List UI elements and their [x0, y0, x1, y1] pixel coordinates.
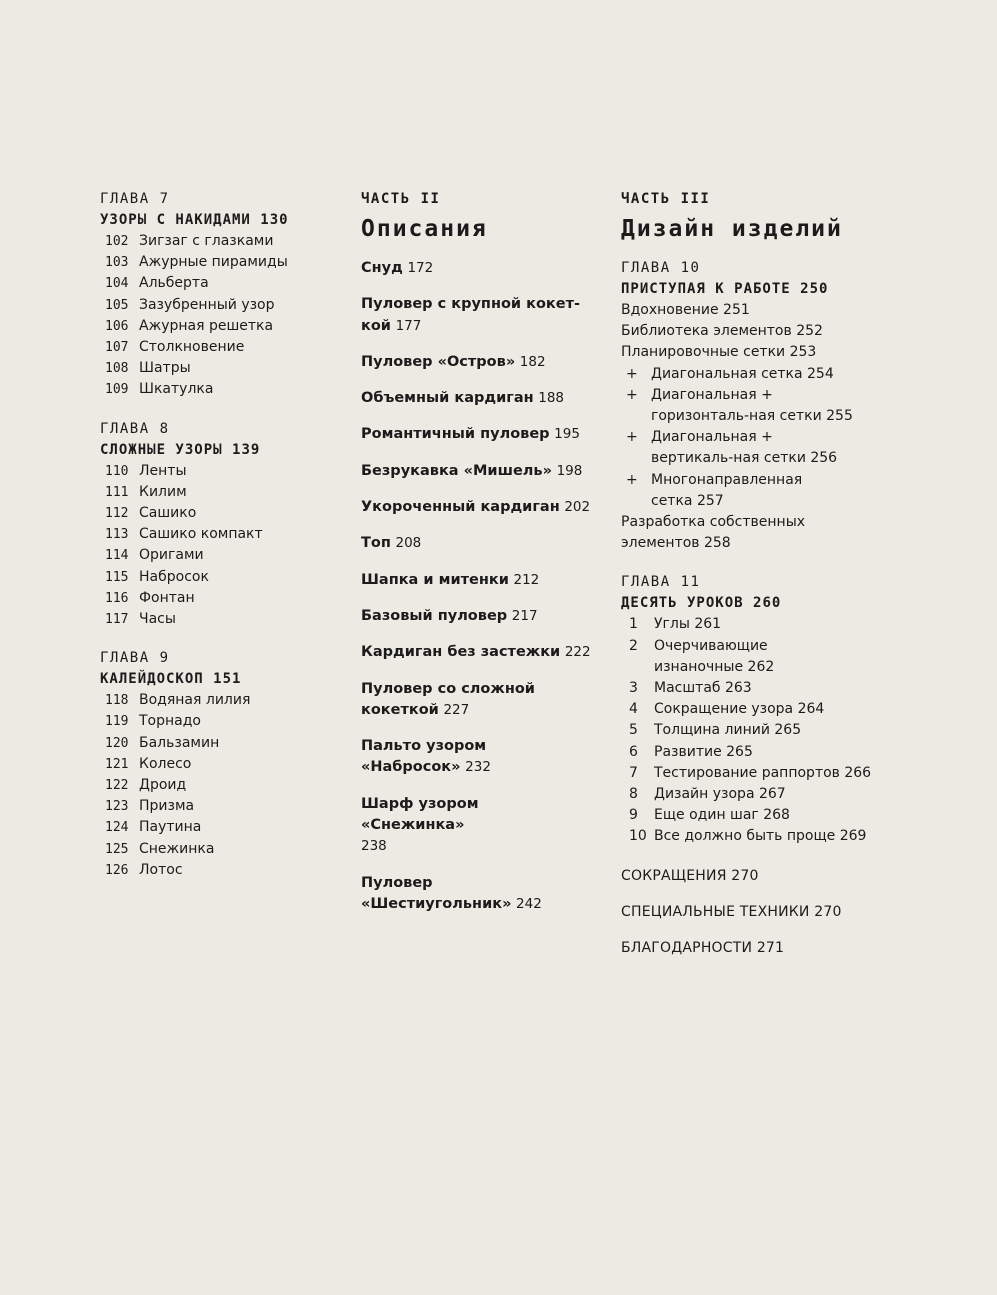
pattern-name: Зазубренный узор: [139, 296, 275, 313]
pattern-number: 121: [105, 756, 129, 772]
chapter-page: 151: [213, 671, 242, 688]
chapter-title: [100, 669, 340, 690]
project-entry: [361, 736, 501, 779]
pattern-name: Ленты: [139, 462, 187, 479]
pattern-row: [100, 733, 340, 754]
chapter-page: 250: [800, 281, 829, 297]
section-text: Многонаправленная сетка 257: [651, 471, 803, 509]
project-page: 177: [395, 317, 422, 334]
pattern-row: [100, 503, 340, 524]
project-title: Снуд: [361, 260, 403, 276]
pattern-number: 102: [105, 234, 129, 249]
project-title: Пуловер со сложной кокеткой: [361, 680, 535, 718]
project-page: 227: [443, 701, 470, 718]
pattern-row: [100, 337, 340, 358]
section-text: Диагональная + вертикаль-ная сетки 256: [651, 429, 838, 467]
project-entry: [361, 497, 601, 518]
pattern-name: Торнадо: [139, 713, 201, 730]
section-text: Диагональная сетка 254: [651, 365, 834, 382]
toc-column-chapters-7-9: [100, 189, 340, 899]
pattern-number: 125: [105, 841, 129, 857]
chapter-label: ГЛАВА 7: [100, 191, 170, 207]
lesson-text: Еще один шаг 268: [654, 807, 790, 824]
pattern-number: 113: [105, 527, 129, 543]
lesson-row: [621, 784, 881, 805]
project-page: 238: [361, 838, 387, 855]
pattern-row: [100, 461, 340, 482]
pattern-number: 122: [105, 778, 129, 794]
project-title: Безрукавка «Мишель»: [361, 462, 552, 479]
appendix-list: [621, 866, 881, 959]
chapter-label: ГЛАВА 10: [621, 260, 701, 276]
lesson-number: 4: [629, 701, 638, 718]
pattern-row: [100, 273, 340, 294]
project-entry: [361, 873, 551, 916]
lesson-row: [621, 720, 881, 741]
appendix-entry: СПЕЦИАЛЬНЫЕ ТЕХНИКИ 270: [621, 903, 842, 920]
pattern-number: 124: [105, 820, 129, 836]
chapter-7-group: [100, 189, 340, 401]
project-title: Объемный кардиган: [361, 390, 534, 407]
pattern-number: 120: [105, 735, 129, 751]
project-title: Романтичный пуловер: [361, 426, 550, 443]
pattern-name: Водяная лилия: [139, 692, 251, 709]
lesson-number: 6: [629, 743, 638, 760]
pattern-row: [100, 860, 340, 881]
project-page: 198: [556, 462, 583, 479]
pattern-number: 118: [105, 693, 129, 709]
pattern-number: 108: [105, 361, 129, 377]
chapter-title-text: КАЛЕЙДОСКОП: [100, 671, 204, 688]
pattern-name: Шатры: [139, 360, 191, 377]
pattern-row: [100, 231, 340, 252]
lesson-text: Углы 261: [654, 616, 722, 633]
project-title: Шарф узором «Снежинка»: [361, 795, 479, 834]
part-label: ЧАСТЬ III: [621, 191, 711, 207]
section-text: Диагональная + горизонталь-ная сетки 255: [651, 386, 853, 425]
project-page: 212: [513, 571, 540, 588]
appendix-entry: БЛАГОДАРНОСТИ 271: [621, 939, 785, 956]
project-entry: [361, 424, 601, 445]
pattern-number: 103: [105, 255, 129, 271]
pattern-row: [100, 754, 340, 775]
lesson-row: [621, 826, 881, 847]
project-entry: [361, 388, 601, 409]
pattern-name: Ажурные пирамиды: [139, 254, 288, 271]
section-row: [621, 470, 881, 512]
pattern-row: [100, 588, 340, 609]
section-row: [621, 300, 881, 321]
pattern-name: Лотос: [139, 861, 183, 878]
chapter-title: [621, 593, 881, 614]
lesson-row: [621, 636, 881, 678]
pattern-number: 119: [105, 714, 129, 730]
lesson-text: Тестирование раппортов 266: [654, 764, 872, 781]
lesson-row: [621, 699, 881, 720]
pattern-name: Колесо: [139, 755, 192, 772]
toc-column-part-3: [621, 189, 881, 974]
chapter-page: 139: [232, 441, 261, 458]
chapter-11-group: [621, 572, 881, 847]
pattern-number: 117: [105, 612, 129, 628]
pattern-row: [100, 316, 340, 337]
plus-marker: +: [626, 365, 638, 382]
project-page: 182: [519, 353, 546, 370]
pattern-row: [100, 545, 340, 566]
pattern-name: Зигзаг с глазками: [139, 233, 274, 249]
section-text: Разработка собственных элементов 258: [621, 514, 806, 552]
part-title: Описания: [361, 216, 488, 242]
lesson-row: [621, 805, 881, 826]
chapter-title-text: СЛОЖНЫЕ УЗОРЫ: [100, 441, 223, 458]
lesson-text: Очерчивающие изнаночные 262: [654, 637, 775, 675]
project-page: 222: [564, 644, 591, 661]
lesson-row: [621, 678, 881, 699]
pattern-name: Часы: [139, 611, 176, 628]
project-entry: [361, 679, 551, 722]
project-title: Базовый пуловер: [361, 607, 508, 624]
project-title: Пуловер с крупной кокет-кой: [361, 296, 581, 334]
lesson-number: 8: [629, 786, 638, 803]
lesson-number: 9: [629, 807, 638, 824]
project-title: Пальто узором «Набросок»: [361, 738, 487, 776]
pattern-number: 110: [105, 463, 129, 479]
pattern-name: Бальзамин: [139, 734, 220, 751]
project-entry: [361, 352, 601, 373]
pattern-number: 106: [105, 318, 129, 334]
pattern-row: [100, 524, 340, 545]
chapter-title: [100, 440, 340, 461]
section-row: [621, 321, 881, 342]
lesson-number: 7: [629, 764, 638, 781]
project-title: Кардиган без застежки: [361, 644, 561, 661]
pattern-name: Фонтан: [139, 589, 195, 606]
section-text: Библиотека элементов 252: [621, 323, 823, 340]
project-entry: [361, 533, 601, 554]
section-row: [621, 342, 881, 363]
pattern-name: Паутина: [139, 819, 202, 836]
pattern-row: [100, 839, 340, 860]
project-page: 242: [516, 895, 542, 912]
section-row: [621, 512, 881, 554]
plus-marker: +: [626, 471, 638, 488]
project-page: 202: [564, 499, 591, 516]
project-page: 195: [554, 426, 580, 443]
lesson-number: 5: [629, 722, 638, 739]
toc-column-part-2: [361, 189, 601, 930]
section-row: [621, 427, 881, 469]
project-entry: [361, 258, 601, 279]
part-title: Дизайн изделий: [621, 216, 843, 242]
plus-marker: +: [626, 386, 638, 403]
pattern-number: 105: [105, 297, 129, 313]
chapter-page: 130: [260, 212, 289, 228]
lesson-row: [621, 614, 881, 635]
chapter-9-group: [100, 648, 340, 881]
chapter-10-group: [621, 258, 881, 554]
lesson-row: [621, 763, 881, 784]
pattern-number: 112: [105, 506, 129, 522]
project-entry: [361, 570, 601, 591]
pattern-name: Сашико компакт: [139, 526, 263, 543]
part-label: ЧАСТЬ II: [361, 191, 441, 207]
chapter-page: 260: [753, 595, 782, 612]
section-text: Вдохновение 251: [621, 302, 750, 318]
lesson-number: 2: [629, 637, 638, 654]
pattern-number: 116: [105, 590, 129, 606]
project-entry: [361, 461, 601, 482]
pattern-name: Сашико: [139, 505, 197, 522]
section-row: [621, 364, 881, 385]
lesson-number: 10: [629, 828, 647, 845]
pattern-name: Шкатулка: [139, 381, 214, 398]
pattern-name: Столкновение: [139, 339, 245, 356]
pattern-number: 114: [105, 548, 129, 564]
project-entry: [361, 606, 601, 627]
project-title: Укороченный кардиган: [361, 499, 560, 516]
pattern-name: Альберта: [139, 275, 209, 292]
chapter-label: ГЛАВА 11: [621, 574, 701, 591]
lesson-text: Сокращение узора 264: [654, 701, 825, 718]
pattern-number: 126: [105, 862, 129, 878]
pattern-row: [100, 567, 340, 588]
project-page: 217: [511, 607, 538, 624]
lesson-text: Толщина линий 265: [654, 722, 802, 739]
lesson-text: Все должно быть проще 269: [654, 828, 867, 845]
chapter-label: ГЛАВА 8: [100, 420, 170, 437]
pattern-name: Набросок: [139, 568, 209, 585]
pattern-name: Килим: [139, 483, 187, 500]
lesson-row: [621, 742, 881, 763]
pattern-row: [100, 252, 340, 273]
project-title: Пуловер «Шестиугольник»: [361, 874, 512, 912]
project-title: Пуловер «Остров»: [361, 353, 516, 370]
project-page: 188: [538, 390, 565, 407]
lesson-text: Дизайн узора 267: [654, 786, 786, 803]
pattern-row: [100, 690, 340, 711]
pattern-row: [100, 295, 340, 316]
section-row: [621, 385, 881, 427]
pattern-number: 104: [105, 276, 129, 292]
chapter-title-text: УЗОРЫ С НАКИДАМИ: [100, 212, 251, 228]
pattern-row: [100, 817, 340, 838]
chapter-title-text: ДЕСЯТЬ УРОКОВ: [621, 595, 744, 612]
pattern-row: [100, 358, 340, 379]
project-entry: [361, 642, 601, 663]
pattern-name: Призма: [139, 798, 195, 815]
pattern-row: [100, 482, 340, 503]
pattern-row: [100, 711, 340, 732]
pattern-number: 111: [105, 484, 129, 500]
pattern-number: 115: [105, 569, 129, 585]
project-entry: [361, 794, 481, 858]
project-title: Шапка и митенки: [361, 571, 509, 588]
chapter-title: [100, 210, 340, 231]
chapter-8-group: [100, 419, 340, 631]
pattern-name: Дроид: [139, 777, 187, 794]
chapter-title: [621, 279, 881, 300]
chapter-title-text: ПРИСТУПАЯ К РАБОТЕ: [621, 281, 791, 297]
project-page: 172: [407, 260, 434, 276]
pattern-row: [100, 379, 340, 400]
section-text: Планировочные сетки 253: [621, 344, 817, 361]
pattern-name: Ажурная решетка: [139, 317, 274, 334]
pattern-number: 109: [105, 382, 129, 398]
pattern-name: Снежинка: [139, 840, 215, 857]
plus-marker: +: [626, 429, 638, 446]
pattern-number: 123: [105, 799, 129, 815]
lesson-number: 1: [629, 616, 638, 633]
appendix-entry: СОКРАЩЕНИЯ 270: [621, 867, 759, 884]
lesson-text: Развитие 265: [654, 743, 753, 760]
pattern-row: [100, 796, 340, 817]
chapter-label: ГЛАВА 9: [100, 650, 170, 667]
pattern-row: [100, 609, 340, 630]
lesson-number: 3: [629, 680, 638, 697]
lesson-text: Масштаб 263: [654, 680, 752, 697]
project-page: 208: [395, 535, 422, 552]
project-page: 232: [465, 759, 491, 776]
pattern-row: [100, 775, 340, 796]
project-title: Топ: [361, 535, 391, 552]
project-entry: [361, 294, 586, 337]
pattern-name: Оригами: [139, 547, 204, 564]
pattern-number: 107: [105, 340, 129, 356]
